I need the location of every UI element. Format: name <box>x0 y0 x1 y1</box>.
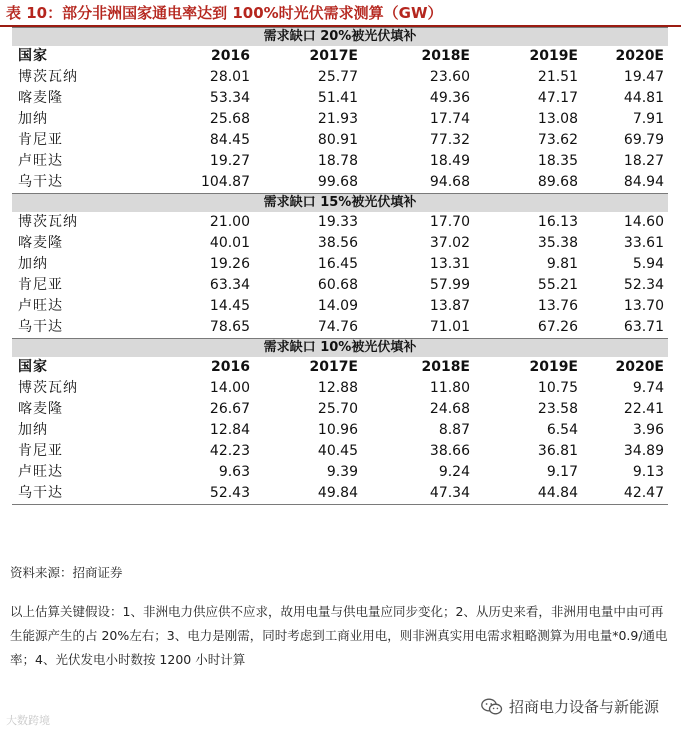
value-cell: 17.74 <box>429 111 470 127</box>
data-table <box>12 27 668 505</box>
value-cell: 71.01 <box>429 319 470 335</box>
country-cell: 乌干达 <box>18 319 63 335</box>
table-row <box>12 420 668 441</box>
value-cell: 42.23 <box>209 443 250 459</box>
table-header-row <box>12 46 668 67</box>
column-header-year: 2017E <box>309 48 358 64</box>
value-cell: 11.80 <box>429 380 470 396</box>
value-cell: 13.76 <box>537 298 578 314</box>
table-row <box>12 483 668 504</box>
value-cell: 18.27 <box>623 153 664 169</box>
table-row <box>12 233 668 254</box>
country-cell: 喀麦隆 <box>18 401 63 417</box>
value-cell: 77.32 <box>429 132 470 148</box>
value-cell: 13.31 <box>429 256 470 272</box>
country-cell: 肯尼亚 <box>18 132 63 148</box>
value-cell: 80.91 <box>317 132 358 148</box>
value-cell: 23.58 <box>537 401 578 417</box>
assumptions-note: 以上估算关键假设：1、非洲电力供应供不应求，故用电量与供电量应同步变化；2、从历史来看，非洲用电量中由可再生能源产生的占 20%左右；3、电力是刚需，同时考虑到工商业用电，则非洲真实用电需求粗略测算为用电量*0.9/通电率；4、光伏发电小时数按 1200 小时计算 <box>10 604 668 667</box>
value-cell: 21.93 <box>317 111 358 127</box>
value-cell: 34.89 <box>623 443 664 459</box>
value-cell: 5.94 <box>632 256 664 272</box>
table-row <box>12 130 668 151</box>
table-row <box>12 441 668 462</box>
value-cell: 16.13 <box>537 214 578 230</box>
value-cell: 63.71 <box>623 319 664 335</box>
value-cell: 44.84 <box>537 485 578 501</box>
value-cell: 9.24 <box>438 464 470 480</box>
value-cell: 12.84 <box>209 422 250 438</box>
value-cell: 35.38 <box>537 235 578 251</box>
table-row <box>12 254 668 275</box>
column-header-year: 2019E <box>529 359 578 375</box>
value-cell: 25.70 <box>317 401 358 417</box>
table-row <box>12 151 668 172</box>
value-cell: 84.45 <box>209 132 250 148</box>
value-cell: 24.68 <box>429 401 470 417</box>
value-cell: 99.68 <box>317 174 358 190</box>
table-row <box>12 88 668 109</box>
value-cell: 14.09 <box>317 298 358 314</box>
value-cell: 14.45 <box>209 298 250 314</box>
value-cell: 84.94 <box>623 174 664 190</box>
section-heading: 需求缺口 15%被光伏填补 <box>12 193 668 212</box>
table-row <box>12 296 668 317</box>
country-cell: 乌干达 <box>18 485 63 501</box>
column-header-year: 2016 <box>211 48 250 64</box>
value-cell: 37.02 <box>429 235 470 251</box>
country-cell: 博茨瓦纳 <box>18 380 78 396</box>
table-header-row <box>12 357 668 378</box>
value-cell: 22.41 <box>623 401 664 417</box>
value-cell: 69.79 <box>623 132 664 148</box>
value-cell: 19.33 <box>317 214 358 230</box>
country-cell: 卢旺达 <box>18 464 63 480</box>
value-cell: 42.47 <box>623 485 664 501</box>
country-cell: 乌干达 <box>18 174 63 190</box>
column-header-year: 2018E <box>421 359 470 375</box>
value-cell: 21.51 <box>537 69 578 85</box>
column-header-year: 2019E <box>529 48 578 64</box>
column-header-country: 国家 <box>18 48 48 64</box>
wechat-icon <box>481 698 503 716</box>
table-row <box>12 109 668 130</box>
table-row <box>12 378 668 399</box>
value-cell: 73.62 <box>537 132 578 148</box>
value-cell: 52.34 <box>623 277 664 293</box>
value-cell: 55.21 <box>537 277 578 293</box>
table-row <box>12 399 668 420</box>
value-cell: 18.78 <box>317 153 358 169</box>
value-cell: 57.99 <box>429 277 470 293</box>
value-cell: 18.49 <box>429 153 470 169</box>
value-cell: 13.08 <box>537 111 578 127</box>
value-cell: 9.39 <box>326 464 358 480</box>
section-heading: 需求缺口 10%被光伏填补 <box>12 338 668 357</box>
value-cell: 14.00 <box>209 380 250 396</box>
value-cell: 7.91 <box>632 111 664 127</box>
value-cell: 74.76 <box>317 319 358 335</box>
table-row <box>12 67 668 88</box>
value-cell: 10.75 <box>537 380 578 396</box>
value-cell: 19.26 <box>209 256 250 272</box>
value-cell: 19.47 <box>623 69 664 85</box>
value-cell: 40.45 <box>317 443 358 459</box>
value-cell: 19.27 <box>209 153 250 169</box>
country-cell: 喀麦隆 <box>18 90 63 106</box>
value-cell: 13.70 <box>623 298 664 314</box>
value-cell: 18.35 <box>537 153 578 169</box>
value-cell: 17.70 <box>429 214 470 230</box>
value-cell: 49.84 <box>317 485 358 501</box>
value-cell: 14.60 <box>623 214 664 230</box>
value-cell: 78.65 <box>209 319 250 335</box>
watermark: 大数跨境 <box>6 714 50 727</box>
value-cell: 94.68 <box>429 174 470 190</box>
value-cell: 16.45 <box>317 256 358 272</box>
table-title: 表 10：部分非洲国家通电率达到 100%时光伏需求测算（GW） <box>6 4 443 22</box>
value-cell: 49.36 <box>429 90 470 106</box>
country-cell: 加纳 <box>18 111 48 127</box>
column-header-year: 2016 <box>211 359 250 375</box>
value-cell: 10.96 <box>317 422 358 438</box>
country-cell: 卢旺达 <box>18 153 63 169</box>
country-cell: 卢旺达 <box>18 298 63 314</box>
country-cell: 喀麦隆 <box>18 235 63 251</box>
value-cell: 60.68 <box>317 277 358 293</box>
value-cell: 52.43 <box>209 485 250 501</box>
value-cell: 44.81 <box>623 90 664 106</box>
table-row <box>12 317 668 338</box>
value-cell: 47.34 <box>429 485 470 501</box>
value-cell: 47.17 <box>537 90 578 106</box>
source-note: 资料来源：招商证券 <box>10 565 123 580</box>
value-cell: 12.88 <box>317 380 358 396</box>
value-cell: 23.60 <box>429 69 470 85</box>
country-cell: 博茨瓦纳 <box>18 69 78 85</box>
country-cell: 肯尼亚 <box>18 443 63 459</box>
value-cell: 25.77 <box>317 69 358 85</box>
brand-name: 招商电力设备与新能源 <box>508 698 659 716</box>
country-cell: 加纳 <box>18 256 48 272</box>
table-row <box>12 172 668 193</box>
country-cell: 肯尼亚 <box>18 277 63 293</box>
value-cell: 25.68 <box>209 111 250 127</box>
column-header-year: 2020E <box>615 48 664 64</box>
value-cell: 38.56 <box>317 235 358 251</box>
value-cell: 21.00 <box>209 214 250 230</box>
value-cell: 26.67 <box>209 401 250 417</box>
column-header-year: 2020E <box>615 359 664 375</box>
value-cell: 33.61 <box>623 235 664 251</box>
table-row <box>12 212 668 233</box>
column-header-year: 2018E <box>421 48 470 64</box>
table-row <box>12 462 668 483</box>
value-cell: 6.54 <box>546 422 578 438</box>
value-cell: 9.13 <box>632 464 664 480</box>
value-cell: 28.01 <box>209 69 250 85</box>
value-cell: 53.34 <box>209 90 250 106</box>
value-cell: 38.66 <box>429 443 470 459</box>
column-header-year: 2017E <box>309 359 358 375</box>
value-cell: 9.17 <box>546 464 578 480</box>
country-cell: 加纳 <box>18 422 48 438</box>
value-cell: 40.01 <box>209 235 250 251</box>
table-bottom-rule <box>12 504 668 505</box>
value-cell: 9.63 <box>218 464 250 480</box>
value-cell: 89.68 <box>537 174 578 190</box>
value-cell: 67.26 <box>537 319 578 335</box>
brand-signature[interactable] <box>481 697 659 717</box>
section-heading: 需求缺口 20%被光伏填补 <box>12 27 668 46</box>
value-cell: 36.81 <box>537 443 578 459</box>
value-cell: 13.87 <box>429 298 470 314</box>
value-cell: 3.96 <box>632 422 664 438</box>
value-cell: 104.87 <box>201 174 250 190</box>
value-cell: 63.34 <box>209 277 250 293</box>
column-header-country: 国家 <box>18 359 48 375</box>
table-row <box>12 275 668 296</box>
value-cell: 9.81 <box>546 256 578 272</box>
value-cell: 8.87 <box>438 422 470 438</box>
value-cell: 51.41 <box>317 90 358 106</box>
country-cell: 博茨瓦纳 <box>18 214 78 230</box>
value-cell: 9.74 <box>632 380 664 396</box>
